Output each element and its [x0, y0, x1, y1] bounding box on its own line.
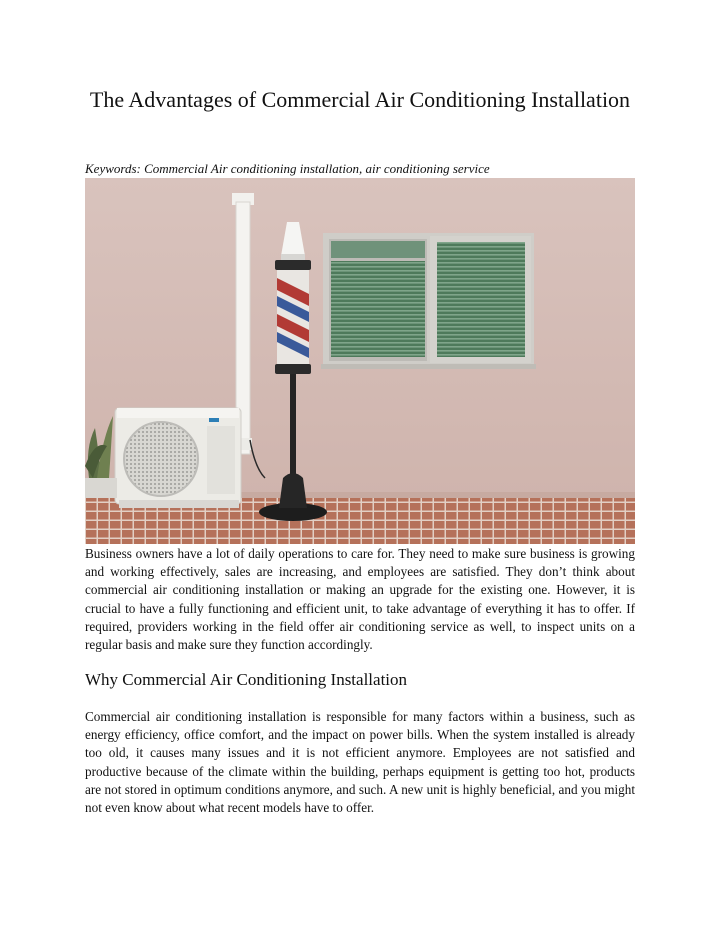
window: [321, 233, 536, 369]
ac-outdoor-unit: [115, 408, 241, 508]
section-paragraph: Commercial air conditioning installation is responsible for many factors within a business, such as energy efficiency, office comfort, and the impact on power bills. When the system installed is already too old, it causes many issues and it is not efficient anymore. Employees are not satisfied and productive because of the climate within the building, perhaps equipment is getting too hot, products are not stored in optimum conditions anymore, and such. A new unit is highly beneficial, and you might not even know about what recent models have to offer.: [85, 709, 635, 816]
photo-air-conditioner-unit: [85, 178, 635, 544]
section-heading: Why Commercial Air Conditioning Installation: [85, 670, 408, 689]
document-title: The Advantages of Commercial Air Conditioning Installation: [89, 87, 631, 112]
intro-paragraph: Business owners have a lot of daily operations to care for. They need to make sure business is growing and working effectively, sales are increasing, and employees are satisfied. They don’t think about commercial air conditioning installation or making an upgrade for the existing one. However, it is crucial to have a fully functioning and efficient unit, to take advantage of everything it has to offer. If required, providers working in the field offer air conditioning service as well, to inspect units on a regular basis and make sure they function accordingly.: [85, 546, 635, 653]
keywords-line: Keywords: Commercial Air conditioning installation, air conditioning service: [85, 161, 490, 176]
